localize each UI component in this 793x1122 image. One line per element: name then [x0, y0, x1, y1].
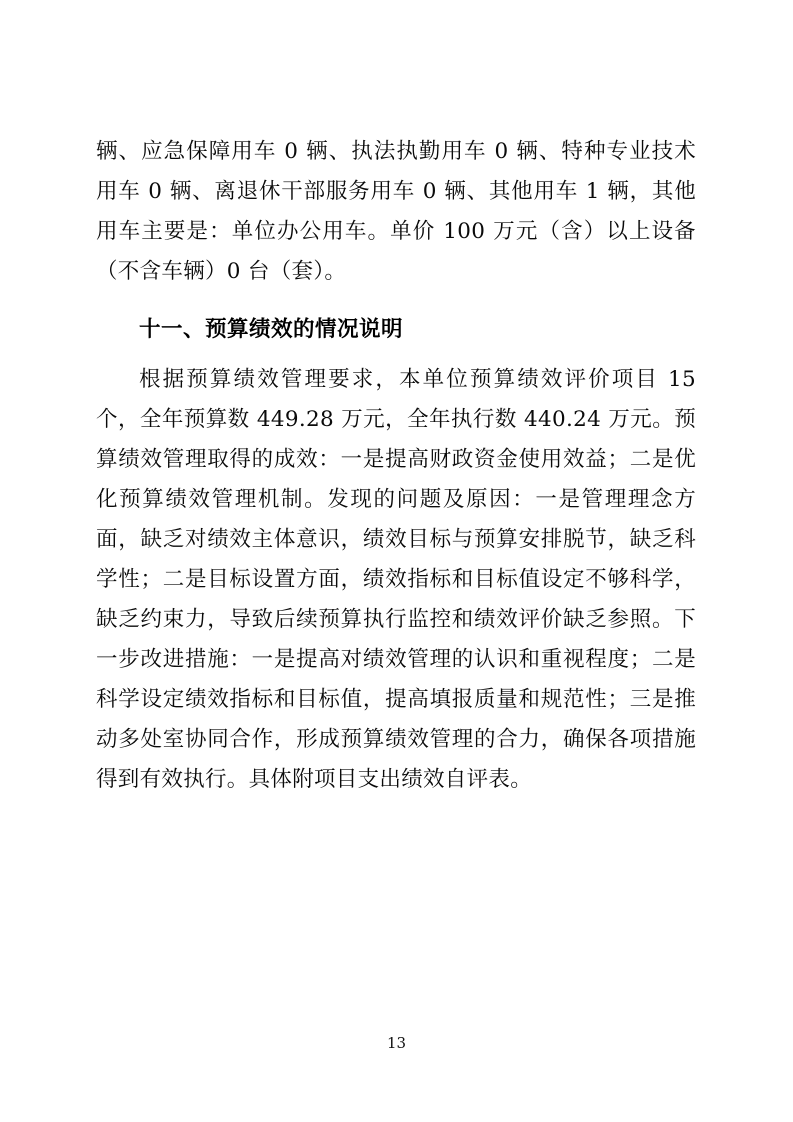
performance-paragraph: 根据预算绩效管理要求，本单位预算绩效评价项目 15 个，全年预算数 449.28 万元，全年执行数 440.24 万元。预算绩效管理取得的成效：一是提高财政资金使用效益；二是优化预算绩效管理机制。发现的问题及原因：一是管理理念方面，缺乏对绩效主体意识，绩效目标与预算安排脱节，缺乏科学性；二是目标设置方面，绩效指标和目标值设定不够科学，缺乏约束力，导致后续预算执行监控和绩效评价缺乏参照。下一步改进措施：一是提高对绩效管理的认识和重视程度；二是科学设定绩效指标和目标值，提高填报质量和规范性；三是推动多处室协同合作，形成预算绩效管理的合力，确保各项措施得到有效执行。具体附项目支出绩效自评表。: [96, 367, 696, 792]
section-heading: 十一、预算绩效的情况说明: [139, 317, 404, 342]
page-number: 13: [386, 1034, 407, 1052]
page-content: [96, 132, 696, 800]
vehicle-paragraph: 辆、应急保障用车 0 辆、执法执勤用车 0 辆、特种专业技术用车 0 辆、离退休干部服务用车 0 辆、其他用车 1 辆，其他用车主要是：单位办公用车。单价 100 万元（含）以上设备（不含车辆）0 台（套）。: [96, 139, 696, 284]
